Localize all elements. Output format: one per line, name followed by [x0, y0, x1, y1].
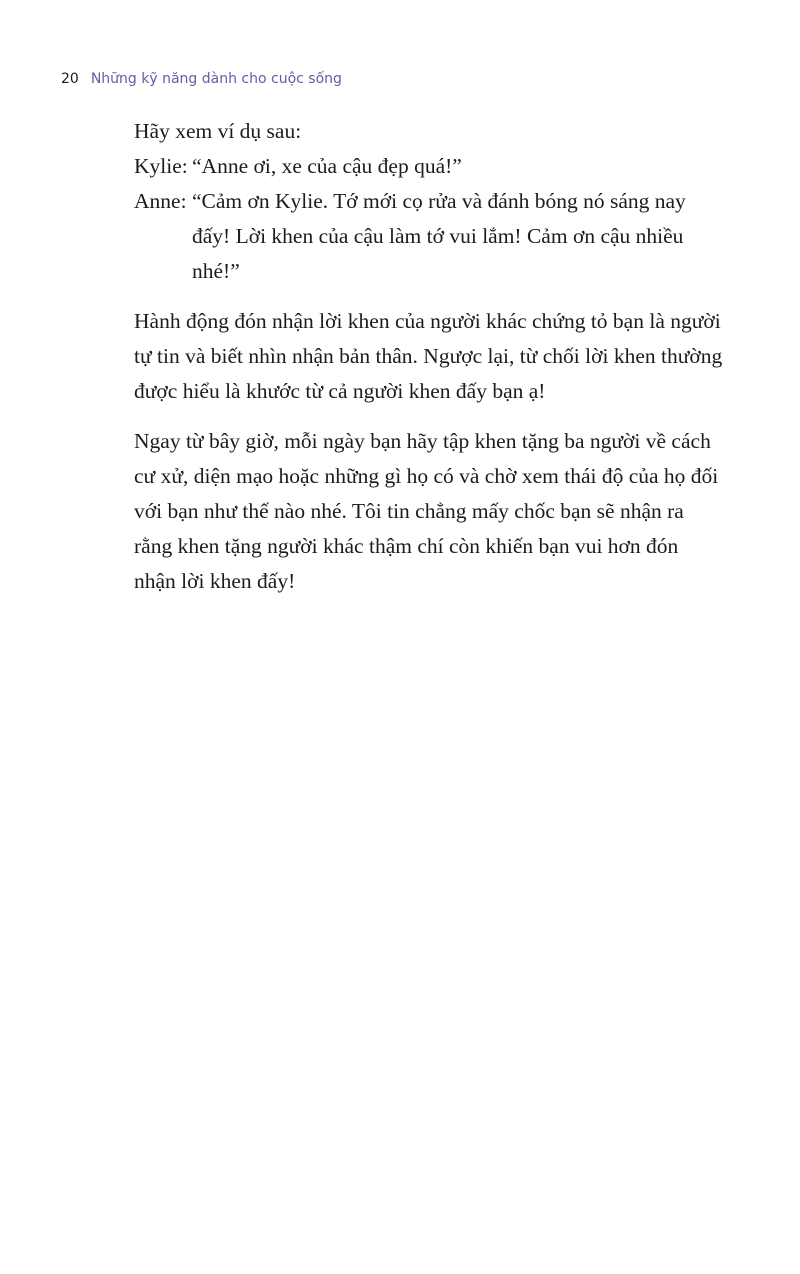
dialogue: [134, 149, 724, 289]
intro-line: Hãy xem ví dụ sau:: [134, 119, 302, 143]
speaker-label: Kylie:: [134, 154, 188, 178]
dialogue-line-anne: [134, 184, 724, 289]
paragraph: Hành động đón nhận lời khen của người khác chứng tỏ bạn là người tự tin và biết nhìn nhận bản thân. Ngược lại, từ chối lời khen thường được hiểu là khước từ cả người khen đấy bạn ạ!: [134, 309, 723, 403]
page-body: [134, 114, 724, 599]
speaker-label: Anne:: [134, 189, 187, 213]
dialogue-text: “Cảm ơn Kylie. Tớ mới cọ rửa và đánh bóng nó sáng nay đấy! Lời khen của cậu làm tớ vui lắm! Cảm ơn cậu nhiều nhé!”: [192, 189, 686, 283]
running-title: Những kỹ năng dành cho cuộc sống: [90, 71, 342, 87]
dialogue-text: “Anne ơi, xe của cậu đẹp quá!”: [192, 154, 462, 178]
page-header: [61, 68, 342, 90]
dialogue-line-kylie: [134, 149, 724, 184]
paragraph: Ngay từ bây giờ, mỗi ngày bạn hãy tập khen tặng ba người về cách cư xử, diện mạo hoặc những gì họ có và chờ xem thái độ của họ đối với bạn như thế nào nhé. Tôi tin chẳng mấy chốc bạn sẽ nhận ra rằng khen tặng người khác thậm chí còn khiến bạn vui hơn đón nhận lời khen đấy!: [134, 429, 719, 593]
page-number: 20: [61, 71, 79, 87]
